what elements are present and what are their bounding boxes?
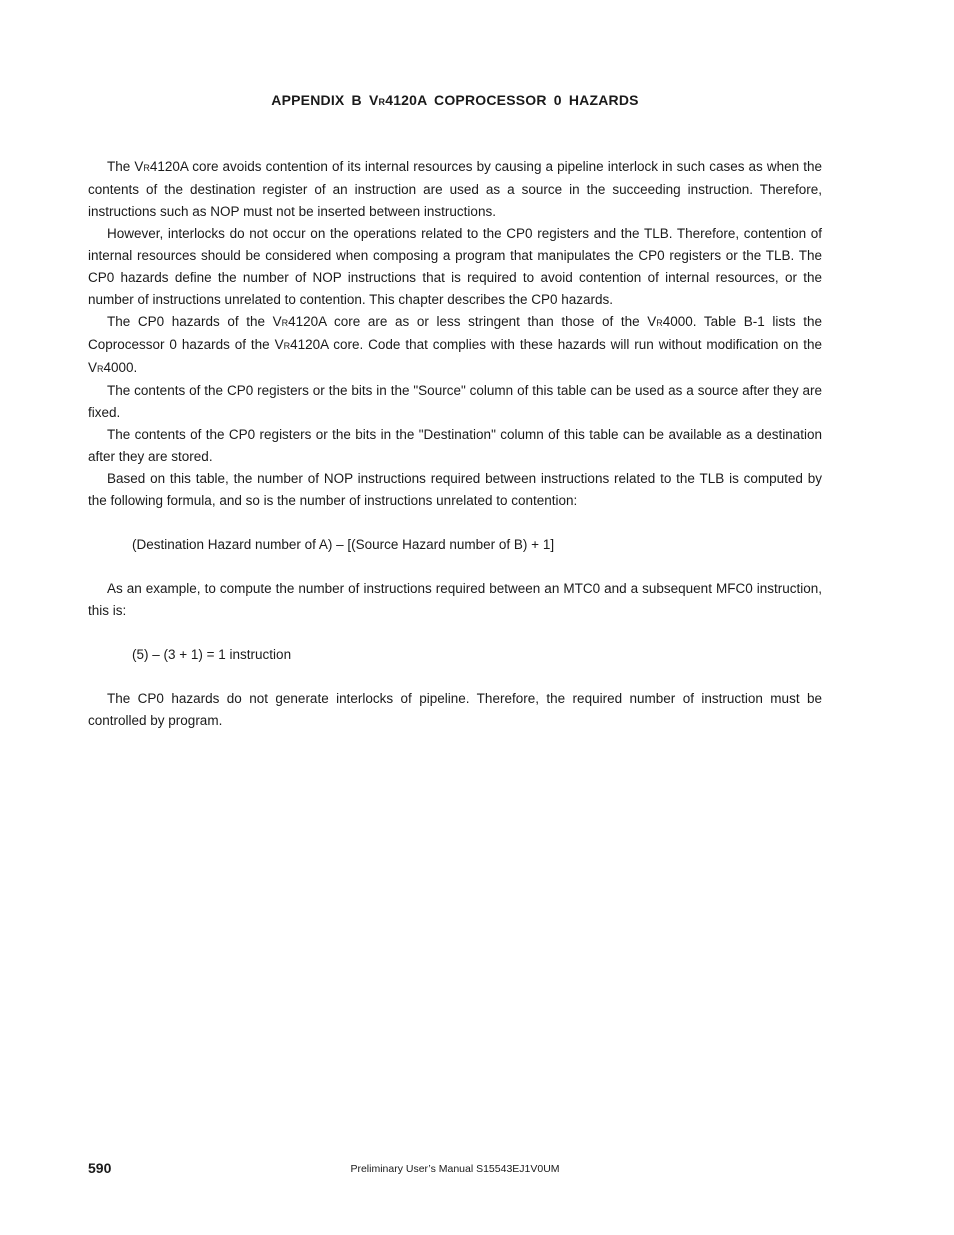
p3-part-b: 4120A core are as or less stringent than those of the V bbox=[288, 314, 657, 329]
p3-subscript-4: R bbox=[97, 364, 104, 374]
p3-subscript-2: R bbox=[656, 318, 663, 328]
p3-part-d: 4120A core. Code that complies with these hazards will run without modification on the V bbox=[88, 337, 822, 375]
p3-subscript-1: R bbox=[281, 318, 289, 328]
paragraph-7: As an example, to compute the number of instructions required between an MTC0 and a subsequent MFC0 instruction, this is: bbox=[88, 581, 822, 618]
paragraph-6: Based on this table, the number of NOP instructions required between instructions related to the TLB is computed by the following formula, and so is the number of instructions unrelated to contention: bbox=[88, 471, 822, 508]
title-suffix: 4120A COPROCESSOR 0 HAZARDS bbox=[385, 92, 639, 108]
p1-part-a: The V bbox=[107, 159, 144, 174]
title-subscript: R bbox=[378, 97, 386, 107]
body-text bbox=[88, 156, 822, 732]
paragraph-3 bbox=[88, 311, 822, 380]
paragraph-2: However, interlocks do not occur on the operations related to the CP0 registers and the TLB. Therefore, contention of internal resources should be considered when composing a program that manipulates the CP0 registers or the TLB. The CP0 hazards define the number of NOP instructions that is required to avoid contention of internal resources, or the number of instructions unrelated to contention. This chapter describes the CP0 hazards. bbox=[88, 226, 822, 307]
p3-part-e: 4000. bbox=[103, 360, 138, 375]
footer-manual-title: Preliminary User’s Manual S15543EJ1V0UM bbox=[350, 1163, 560, 1175]
p3-part-c: 4000. Table B-1 lists the Coprocessor 0 hazards of the V bbox=[88, 314, 823, 352]
title-prefix: APPENDIX B V bbox=[271, 92, 379, 108]
formula-1: (Destination Hazard number of A) – [(Source Hazard number of B) + 1] bbox=[132, 537, 555, 552]
p3-part-a: The CP0 hazards of the V bbox=[107, 314, 282, 329]
p1-subscript: R bbox=[143, 163, 150, 173]
paragraph-1 bbox=[88, 156, 822, 223]
page-number: 590 bbox=[88, 1160, 112, 1176]
p1-part-b: 4120A core avoids contention of its internal resources by causing a pipeline interlock in such cases as when the contents of the destination register of an instruction are used as a source in the succeeding instruction. Therefore, instructions such as NOP must not be inserted between instructions. bbox=[88, 159, 822, 219]
paragraph-4: The contents of the CP0 registers or the bits in the "Source" column of this table can be used as a source after they are fixed. bbox=[88, 383, 822, 420]
paragraph-8: The CP0 hazards do not generate interlocks of pipeline. Therefore, the required number of instruction must be controlled by program. bbox=[88, 691, 822, 728]
paragraph-5: The contents of the CP0 registers or the bits in the "Destination" column of this table can be available as a destination after they are stored. bbox=[88, 427, 822, 464]
page-title bbox=[0, 92, 910, 108]
formula-2: (5) – (3 + 1) = 1 instruction bbox=[132, 647, 292, 662]
p3-subscript-3: R bbox=[283, 341, 291, 351]
